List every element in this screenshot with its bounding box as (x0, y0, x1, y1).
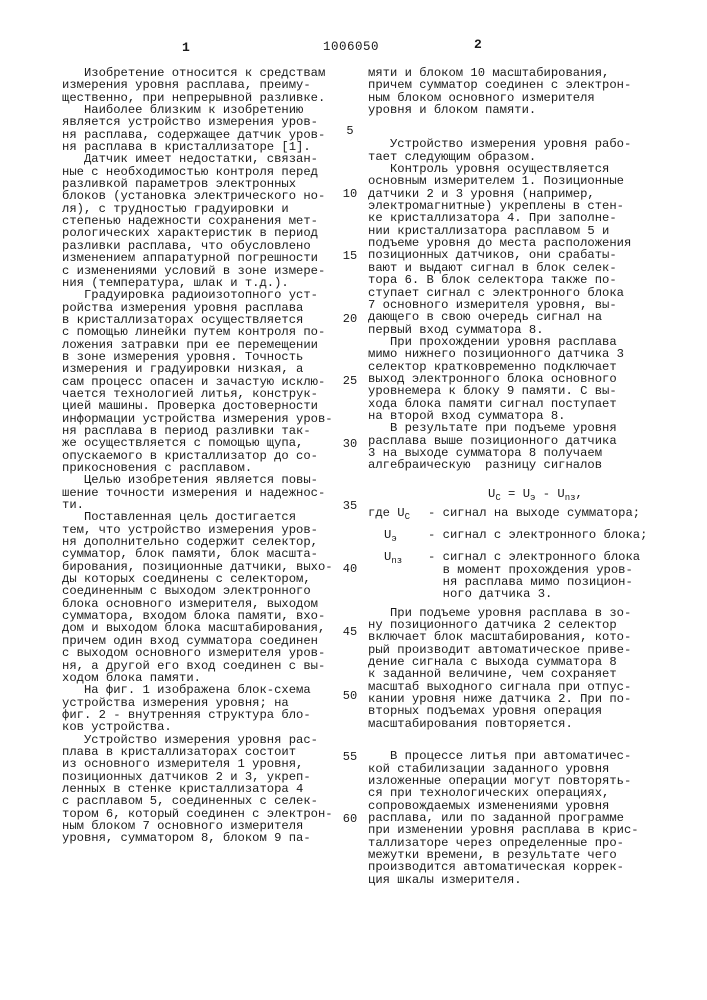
definition-item (384, 551, 668, 600)
definitions (368, 507, 668, 601)
text-line: ция шкалы измерителя. (368, 874, 668, 886)
text-line: ков устройства. (62, 721, 342, 733)
text-line: селектор кратковременно подключает (368, 361, 668, 373)
text-line: уровня и блоком памяти. (368, 104, 668, 116)
text-line: расплава выше позиционного датчика (368, 435, 668, 447)
text-line: опускаемого в кристаллизатор до со- (62, 450, 342, 462)
text-line: к заданной величине, чем сохраняет (368, 668, 668, 680)
text-line: щественно, при непрерывной разливке. (62, 92, 342, 104)
text-line: Поставленная цель достигается (62, 511, 342, 523)
text-line: кой стабилизации заданного уровня (368, 763, 668, 775)
text-line: - сигнал на выходе сумматора; (428, 507, 668, 519)
paragraph-block (368, 67, 668, 116)
text-line: выход электронного блока основного (368, 373, 668, 385)
formula-operator: - (535, 487, 557, 501)
text-line: основным измерителем 1. Позиционные (368, 175, 668, 187)
text-line: дающего в свою очередь сигнал на (368, 311, 668, 323)
document-number: 1006050 (323, 40, 379, 54)
paragraph-block (368, 607, 668, 730)
page-number-left: 1 (182, 40, 190, 55)
margin-line-number: 25 (338, 374, 362, 388)
text-line: ленных в стенке кристаллизатора 4 (62, 783, 342, 795)
text-line: 3 на выходе сумматора 8 получаем (368, 447, 668, 459)
text-line: информации устройства измерения уров- (62, 413, 342, 425)
margin-line-number: 55 (338, 750, 362, 764)
text-line: В результате при подъеме уровня (368, 422, 668, 434)
text-line: ся при технологических операциях, (368, 787, 668, 799)
margin-line-number: 5 (338, 124, 362, 138)
symbol: U (384, 550, 391, 564)
text-line: соединенным с выходом электронного (62, 585, 342, 597)
text-line: производится автоматическая коррек- (368, 861, 668, 873)
definition-text (428, 529, 668, 545)
text-line: мяти и блоком 10 масштабирования, (368, 67, 668, 79)
definition-symbol (384, 529, 428, 545)
text-line: электромагнитные) укреплены в стен- (368, 200, 668, 212)
symbol-subscript: э (391, 534, 396, 544)
text-line: плава в кристаллизаторах состоит (62, 746, 342, 758)
text-line: фиг. 2 - внутренняя структура бло- (62, 709, 342, 721)
text-line: Датчик имеет недостатки, связан- (62, 153, 342, 165)
text-line: позиционных датчиков 2 и 3, укреп- (62, 771, 342, 783)
text-line: ня расплава в кристаллизаторе [1]. (62, 141, 342, 153)
definition-symbol (384, 551, 428, 600)
text-line: является устройство измерения уров- (62, 116, 342, 128)
text-line: включает блок масштабирования, кото- (368, 631, 668, 643)
text-line: вают и выдают сигнал в блок селек- (368, 262, 668, 274)
text-line: бирования, позиционные датчики, выхо- (62, 561, 342, 573)
text-line: сопровождаемых изменениями уровня (368, 800, 668, 812)
text-line: при изменении уровня расплава в крис- (368, 824, 668, 836)
margin-line-number: 60 (338, 812, 362, 826)
text-line: тает следующим образом. (368, 151, 668, 163)
text-line: с изменениями условий в зоне измере- (62, 265, 342, 277)
margin-line-number: 40 (338, 562, 362, 576)
text-line: ти. (62, 499, 342, 511)
text-line: вторных подъемах уровня операция (368, 705, 668, 717)
text-line: дом и выходом блока масштабирования, (62, 622, 342, 634)
formula-symbol: U (488, 487, 495, 501)
text-line: первый вход сумматора 8. (368, 324, 668, 336)
formula-symbol: U (523, 487, 530, 501)
text-line: Изобретение относится к средствам (62, 67, 342, 79)
text-line: причем сумматор соединен с электрон- (368, 79, 668, 91)
text-line: блока основного измерителя, выходом (62, 598, 342, 610)
text-line: ходом блока памяти. (62, 672, 342, 684)
paragraph-block (368, 138, 668, 471)
text-line: измерения и градуировки низкая, а (62, 363, 342, 375)
margin-line-number: 35 (338, 499, 362, 513)
text-line: На фиг. 1 изображена блок-схема (62, 684, 342, 696)
text-line: уровнемера к блоку 9 памяти. С вы- (368, 385, 668, 397)
text-line: хода блока памяти сигнал поступает (368, 398, 668, 410)
text-line: При подъеме уровня расплава в зо- (368, 607, 668, 619)
text-line: с выходом основного измерителя уров- (62, 647, 342, 659)
text-line: изменением аппаратурной погрешности (62, 252, 342, 264)
text-line: ня дополнительно содержит селектор, (62, 536, 342, 548)
text-line: подъеме уровня до места расположения (368, 237, 668, 249)
margin-line-number: 20 (338, 312, 362, 326)
text-line: расплава, или по заданной программе (368, 812, 668, 824)
text-line: нии кристаллизатора расплавом 5 и (368, 225, 668, 237)
symbol-subscript: nз (391, 556, 402, 566)
text-line: цией машины. Проверка достоверности (62, 400, 342, 412)
text-line: Контроль уровня осуществляется (368, 163, 668, 175)
text-line: таллизаторе через определенные про- (368, 837, 668, 849)
symbol-subscript: C (405, 512, 410, 522)
text-line: В процессе литья при автоматичес- (368, 750, 668, 762)
text-line: тором 6, который соединен с электрон- (62, 808, 342, 820)
text-line: разливкой параметров электронных (62, 178, 342, 190)
text-line: Устройство измерения уровня рас- (62, 734, 342, 746)
text-line: ния (температура, шлак и т.д.). (62, 277, 342, 289)
text-line: 7 основного измерителя уровня, вы- (368, 299, 668, 311)
text-line: позиционных датчиков, они срабаты- (368, 249, 668, 261)
text-line: - сигнал с электронного блока (428, 551, 668, 563)
text-line: рый производит автоматическое приве- (368, 644, 668, 656)
text-line: степенью надежности сохранения мет- (62, 215, 342, 227)
text-line: ным блоком основного измерителя (368, 92, 668, 104)
text-line: ложения затравки при ее перемещении (62, 339, 342, 351)
formula-punctuation: , (576, 487, 583, 501)
definition-prefix: где (368, 506, 397, 520)
text-line: же осуществляется с помощью щупа, (62, 437, 342, 449)
text-line: - сигнал с электронного блока; (428, 529, 668, 541)
text-line: уровня, сумматором 8, блоком 9 па- (62, 832, 342, 844)
text-line: масштабирования повторяется. (368, 718, 668, 730)
text-line: масштаб выходного сигнала при отпус- (368, 681, 668, 693)
text-line: При прохождении уровня расплава (368, 336, 668, 348)
text-line: ня расплава, содержащее датчик уров- (62, 129, 342, 141)
text-line: ступает сигнал с электронного блока (368, 287, 668, 299)
text-line: Наиболее близким к изобретению (62, 104, 342, 116)
text-line: мимо нижнего позиционного датчика 3 (368, 348, 668, 360)
text-line: ну позиционного датчика 2 селектор (368, 619, 668, 631)
text-line: датчики 2 и 3 уровня (например, (368, 188, 668, 200)
text-line: ня, а другой его вход соединен с вы- (62, 660, 342, 672)
text-line: из основного измерителя 1 уровня, (62, 758, 342, 770)
text-line: рологических характеристик в период (62, 227, 342, 239)
text-line: блоков (установка электрического но- (62, 190, 342, 202)
text-line: прикосновения с расплавом. (62, 462, 342, 474)
text-line: межутки времени, в результате чего (368, 849, 668, 861)
text-line: Устройство измерения уровня рабо- (368, 138, 668, 150)
text-line: дение сигнала с выхода сумматора 8 (368, 656, 668, 668)
text-line: сам процесс опасен и зачастую исклю- (62, 376, 342, 388)
text-line: устройства измерения уровня; на (62, 697, 342, 709)
text-line: разливки расплава, что обусловлено (62, 240, 342, 252)
text-line: сумматора, входом блока памяти, вхо- (62, 610, 342, 622)
page-number-right: 2 (474, 37, 482, 52)
definition-item (384, 529, 668, 545)
text-line: ля), с трудностью градуировки и (62, 203, 342, 215)
definition-symbol (368, 507, 428, 523)
formula-operator: = (501, 487, 523, 501)
text-line: чается технологией литья, конструк- (62, 388, 342, 400)
formula-subscript: э (530, 493, 535, 503)
text-line: шение точности измерения и надежнос- (62, 487, 342, 499)
text-line: на второй вход сумматора 8. (368, 410, 668, 422)
formula-symbol: U (557, 487, 564, 501)
text-line: ке кристаллизатора 4. При заполне- (368, 212, 668, 224)
text-line: с расплавом 5, соединенных с селек- (62, 795, 342, 807)
text-line: Целью изобретения является повы- (62, 474, 342, 486)
text-line: ные с необходимостью контроля перед (62, 166, 342, 178)
text-line: тем, что устройство измерения уров- (62, 524, 342, 536)
text-line: кании уровня ниже датчика 2. При по- (368, 693, 668, 705)
text-line: сумматор, блок памяти, блок масшта- (62, 548, 342, 560)
formula (488, 485, 668, 503)
definition-text (428, 551, 668, 600)
definition-text (428, 507, 668, 523)
margin-line-number: 15 (338, 249, 362, 263)
text-line: ным блоком 7 основного измерителя (62, 820, 342, 832)
margin-line-number: 45 (338, 625, 362, 639)
formula-subscript: nз (565, 493, 576, 503)
margin-line-number: 50 (338, 689, 362, 703)
text-line: в момент прохождения уров- (428, 564, 668, 576)
text-line: изложенные операции могут повторять- (368, 775, 668, 787)
text-line: Градуировка радиоизотопного уст- (62, 289, 342, 301)
text-line: в кристаллизаторах осуществляется (62, 314, 342, 326)
text-line: с помощью линейки путем контроля по- (62, 326, 342, 338)
text-line: ного датчика 3. (428, 588, 668, 600)
text-line: ня расплава мимо позицион- (428, 576, 668, 588)
symbol: U (397, 506, 404, 520)
text-line: ня расплава в период разливки так- (62, 425, 342, 437)
text-line: ройства измерения уровня расплава (62, 302, 342, 314)
right-column (368, 67, 668, 886)
definition-item (368, 507, 668, 523)
formula-subscript: C (495, 493, 500, 503)
text-line: алгебраическую разницу сигналов (368, 459, 668, 471)
margin-line-number: 30 (338, 437, 362, 451)
text-line: измерения уровня расплава, преиму- (62, 79, 342, 91)
left-column (62, 67, 342, 845)
symbol: U (384, 528, 391, 542)
text-line: причем один вход сумматора соединен (62, 635, 342, 647)
text-line: тора 6. В блок селектора также по- (368, 274, 668, 286)
text-line: в зоне измерения уровня. Точность (62, 351, 342, 363)
paragraph-block (368, 750, 668, 886)
text-line: ды которых соединены с селектором, (62, 573, 342, 585)
margin-line-number: 10 (338, 187, 362, 201)
